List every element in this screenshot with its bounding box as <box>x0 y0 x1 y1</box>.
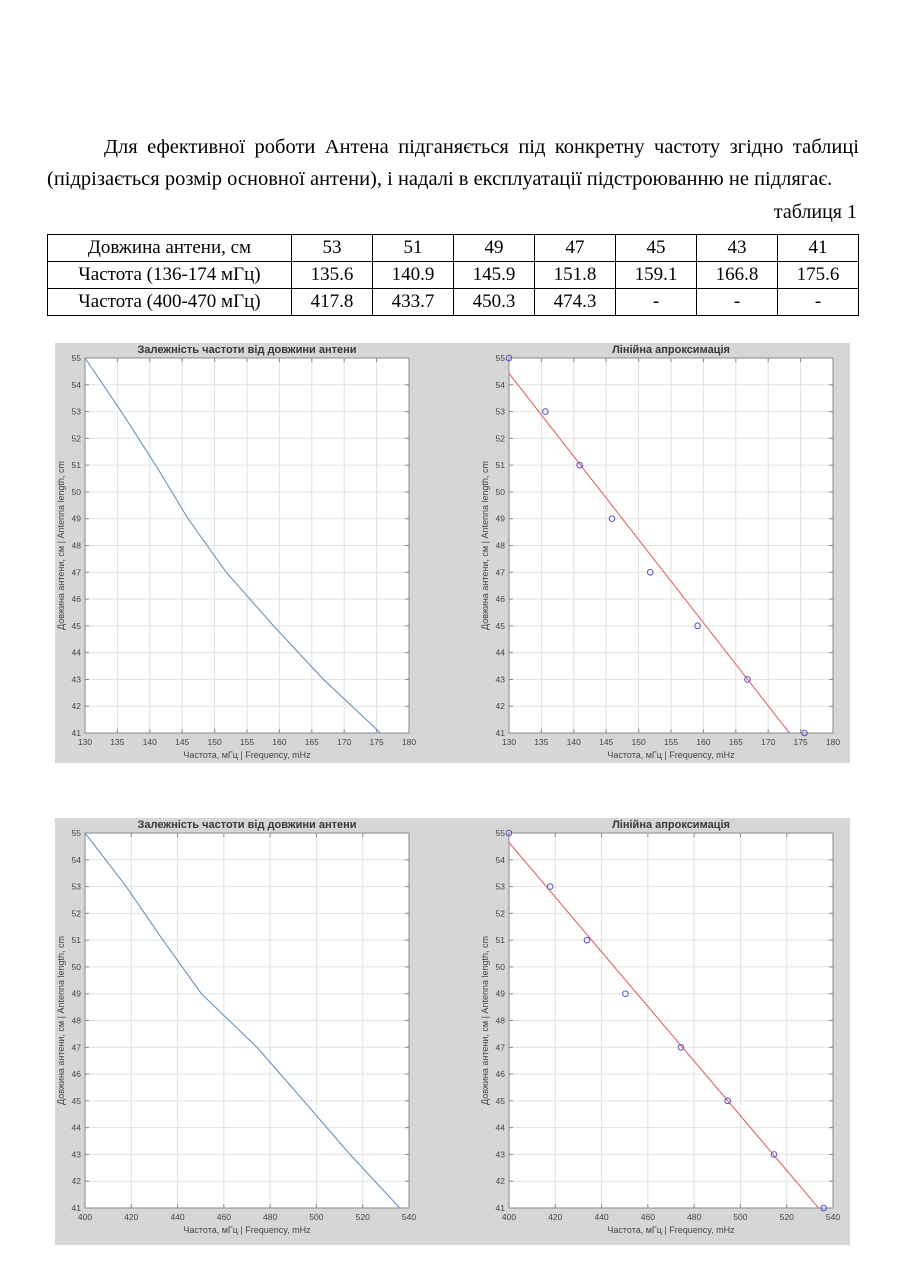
x-axis-label: Частота, мГц | Frequency, mHz <box>183 750 311 760</box>
y-tick-label: 43 <box>495 674 505 685</box>
y-tick-label: 49 <box>71 513 81 524</box>
y-tick-label: 53 <box>71 406 81 417</box>
table-cell: 47 <box>535 235 616 262</box>
data-table-body <box>48 235 859 316</box>
y-tick-label: 49 <box>495 988 505 999</box>
table-cell: 140.9 <box>373 262 454 289</box>
y-tick-label: 55 <box>71 353 81 363</box>
subplot-line <box>56 819 416 1235</box>
table-cell: 45 <box>616 235 697 262</box>
y-tick-label: 44 <box>71 1122 81 1133</box>
data-table <box>47 234 859 316</box>
table-cell: 433.7 <box>373 289 454 316</box>
x-tick-label: 140 <box>142 737 157 747</box>
y-axis-label: Довжина антени, см | Antenna length, cm <box>480 936 490 1105</box>
y-tick-label: 46 <box>71 1069 81 1080</box>
table-cell: - <box>697 289 778 316</box>
x-tick-label: 420 <box>124 1212 139 1222</box>
x-tick-label: 150 <box>207 737 222 747</box>
table-cell: 145.9 <box>454 262 535 289</box>
x-tick-label: 420 <box>548 1212 563 1222</box>
y-tick-label: 50 <box>71 486 81 497</box>
x-tick-label: 440 <box>594 1212 609 1222</box>
y-tick-label: 53 <box>495 406 505 417</box>
y-tick-label: 47 <box>71 1042 81 1053</box>
y-tick-label: 53 <box>495 881 505 892</box>
table-cell: - <box>778 289 859 316</box>
y-tick-label: 42 <box>71 701 81 712</box>
x-tick-label: 520 <box>779 1212 794 1222</box>
x-axis-label: Частота, мГц | Frequency, mHz <box>183 1225 311 1235</box>
y-tick-label: 52 <box>495 433 505 444</box>
x-tick-label: 480 <box>687 1212 702 1222</box>
table-cell: 166.8 <box>697 262 778 289</box>
x-tick-label: 140 <box>566 737 581 747</box>
y-tick-label: 47 <box>495 1042 505 1053</box>
y-tick-label: 51 <box>71 935 81 946</box>
vhf-charts-canvas <box>55 343 850 763</box>
subplot-linear-fit <box>480 344 840 760</box>
y-tick-label: 55 <box>71 828 81 838</box>
x-tick-label: 145 <box>599 737 614 747</box>
table-cell: 151.8 <box>535 262 616 289</box>
y-tick-label: 47 <box>495 567 505 578</box>
x-tick-label: 175 <box>369 737 384 747</box>
table-cell: 135.6 <box>292 262 373 289</box>
table-row <box>48 262 859 289</box>
y-tick-label: 51 <box>495 460 505 471</box>
y-axis-label: Довжина антени, см | Antenna length, cm <box>56 461 66 630</box>
y-tick-label: 54 <box>495 379 505 390</box>
x-tick-label: 440 <box>170 1212 185 1222</box>
x-tick-label: 145 <box>175 737 190 747</box>
x-tick-label: 160 <box>272 737 287 747</box>
y-tick-label: 49 <box>71 988 81 999</box>
subplot-linear-fit <box>480 819 840 1235</box>
x-tick-label: 180 <box>825 737 841 747</box>
y-tick-label: 41 <box>495 1203 505 1213</box>
y-tick-label: 54 <box>71 379 81 390</box>
table-cell: 41 <box>778 235 859 262</box>
y-tick-label: 41 <box>495 728 505 738</box>
x-tick-label: 165 <box>304 737 319 747</box>
x-axis-label: Частота, мГц | Frequency, mHz <box>607 750 735 760</box>
x-tick-label: 170 <box>761 737 776 747</box>
table-row <box>48 289 859 316</box>
y-tick-label: 48 <box>495 540 505 551</box>
table-cell: 175.6 <box>778 262 859 289</box>
y-tick-label: 50 <box>495 961 505 972</box>
x-tick-label: 540 <box>401 1212 417 1222</box>
y-tick-label: 42 <box>71 1176 81 1187</box>
table-cell: 159.1 <box>616 262 697 289</box>
table-cell: 43 <box>697 235 778 262</box>
y-tick-label: 51 <box>495 935 505 946</box>
x-tick-label: 135 <box>110 737 125 747</box>
x-tick-label: 135 <box>534 737 549 747</box>
table-cell: 450.3 <box>454 289 535 316</box>
intro-paragraph: Для ефективної роботи Антена підганяється під конкретну частоту згідно таблиці (підрізається розмір основної антени), і надалі в експлуатації підстроюванню не підлягає. <box>47 135 859 190</box>
matlab-figure-uhf <box>55 818 850 1245</box>
x-tick-label: 175 <box>793 737 808 747</box>
x-tick-label: 520 <box>355 1212 370 1222</box>
y-tick-label: 53 <box>71 881 81 892</box>
y-tick-label: 50 <box>495 486 505 497</box>
y-tick-label: 47 <box>71 567 81 578</box>
y-tick-label: 43 <box>71 674 81 685</box>
y-tick-label: 55 <box>495 828 505 838</box>
x-tick-label: 180 <box>401 737 417 747</box>
x-tick-label: 500 <box>309 1212 324 1222</box>
x-tick-label: 400 <box>501 1212 517 1222</box>
table-cell: Частота (136-174 мГц) <box>48 262 292 289</box>
y-tick-label: 45 <box>71 620 81 631</box>
subplot-line <box>56 344 416 760</box>
table-cell: Частота (400-470 мГц) <box>48 289 292 316</box>
x-tick-label: 480 <box>263 1212 278 1222</box>
x-axis-label: Частота, мГц | Frequency, mHz <box>607 1225 735 1235</box>
table-cell: 53 <box>292 235 373 262</box>
matlab-figure-vhf <box>55 343 850 763</box>
x-tick-label: 155 <box>663 737 679 747</box>
x-tick-label: 160 <box>696 737 711 747</box>
y-tick-label: 43 <box>71 1149 81 1160</box>
y-tick-label: 54 <box>495 854 505 865</box>
y-axis-label: Довжина антени, см | Antenna length, cm <box>480 461 490 630</box>
table-row <box>48 235 859 262</box>
x-tick-label: 460 <box>640 1212 655 1222</box>
table-caption: таблиця 1 <box>773 201 857 223</box>
y-tick-label: 48 <box>71 540 81 551</box>
x-tick-label: 165 <box>728 737 743 747</box>
y-tick-label: 46 <box>495 594 505 605</box>
x-tick-label: 150 <box>631 737 646 747</box>
table-cell: Довжина антени, см <box>48 235 292 262</box>
y-tick-label: 50 <box>71 961 81 972</box>
y-tick-label: 54 <box>71 854 81 865</box>
y-tick-label: 49 <box>495 513 505 524</box>
y-tick-label: 48 <box>495 1015 505 1026</box>
y-tick-label: 42 <box>495 701 505 712</box>
table-cell: 51 <box>373 235 454 262</box>
table-cell: 417.8 <box>292 289 373 316</box>
uhf-charts-canvas <box>55 818 850 1245</box>
chart-title: Залежність частоти від довжини антени <box>137 819 357 831</box>
table-cell: - <box>616 289 697 316</box>
x-tick-label: 155 <box>239 737 255 747</box>
x-tick-label: 170 <box>337 737 352 747</box>
y-tick-label: 52 <box>71 908 81 919</box>
y-tick-label: 41 <box>71 728 81 738</box>
chart-title: Лінійна апроксимація <box>612 819 730 831</box>
y-tick-label: 48 <box>71 1015 81 1026</box>
y-tick-label: 41 <box>71 1203 81 1213</box>
y-tick-label: 52 <box>495 908 505 919</box>
y-tick-label: 42 <box>495 1176 505 1187</box>
chart-title: Лінійна апроксимація <box>612 344 730 356</box>
x-tick-label: 400 <box>77 1212 93 1222</box>
y-tick-label: 43 <box>495 1149 505 1160</box>
chart-title: Залежність частоти від довжини антени <box>137 344 357 356</box>
y-tick-label: 46 <box>495 1069 505 1080</box>
y-tick-label: 44 <box>495 1122 505 1133</box>
x-tick-label: 460 <box>216 1212 231 1222</box>
y-tick-label: 45 <box>495 620 505 631</box>
y-tick-label: 52 <box>71 433 81 444</box>
y-tick-label: 44 <box>495 647 505 658</box>
y-tick-label: 45 <box>71 1095 81 1106</box>
y-tick-label: 55 <box>495 353 505 363</box>
y-tick-label: 44 <box>71 647 81 658</box>
y-tick-label: 51 <box>71 460 81 471</box>
table-cell: 49 <box>454 235 535 262</box>
x-tick-label: 500 <box>733 1212 748 1222</box>
y-tick-label: 46 <box>71 594 81 605</box>
x-tick-label: 130 <box>501 737 517 747</box>
x-tick-label: 130 <box>77 737 93 747</box>
x-tick-label: 540 <box>825 1212 841 1222</box>
y-axis-label: Довжина антени, см | Antenna length, cm <box>56 936 66 1105</box>
y-tick-label: 45 <box>495 1095 505 1106</box>
table-cell: 474.3 <box>535 289 616 316</box>
